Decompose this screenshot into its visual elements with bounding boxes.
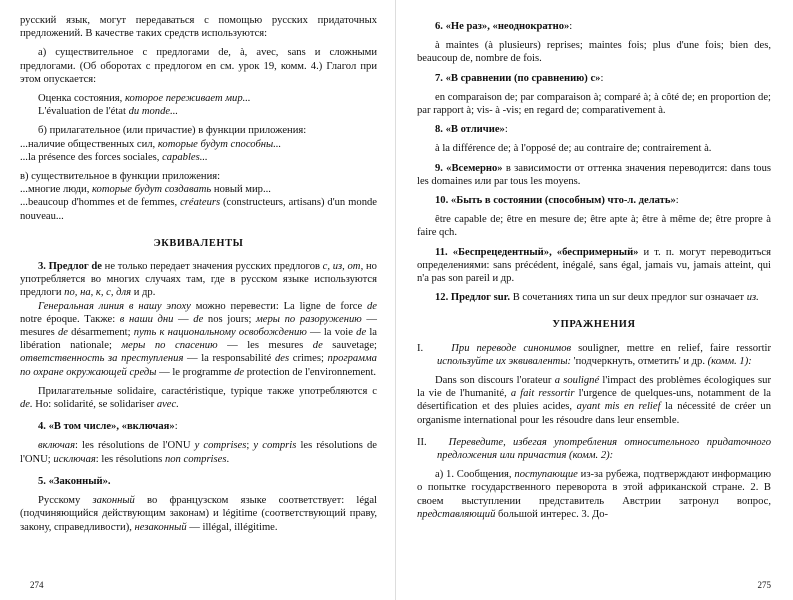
example: ...beaucoup d'hommes et de femmes, créateurs (constructeurs, artisans) d'un monde nouveau... <box>20 197 377 222</box>
subheading: 8. «В отличие»: <box>435 124 508 136</box>
page-number: 275 <box>757 579 771 590</box>
right-page <box>397 0 793 600</box>
paragraph: Русскому законный во французском языке соответствует: légal (подчиняющийся действующим законам) и légitime (соответствующий праву, закону, справедливости), незаконный — illégal, illégitime. <box>20 495 377 533</box>
example: ...многие люди, которые будут создавать новый мир... <box>20 184 271 196</box>
exercise: II. Переведите, избегая употребления относительного придаточного предложения или причастия (комм. 2): <box>417 436 771 462</box>
example: L'évaluation de l'état du monde... <box>38 106 179 118</box>
paragraph: 9. «Всемерно» в зависимости от оттенка значения переводится: dans tous les domaines или par tous les moyens. <box>417 162 772 187</box>
paragraph: русский язык, могут передаваться с помощью русских придаточных предложений. В качестве таких средств используются: <box>20 15 377 40</box>
paragraph: 12. Предлог sur. В сочетаниях типа un sur deux предлог sur означает из. <box>435 292 759 304</box>
exercise: I. При переводе синонимов souligner, mettre en relief, faire ressortir используйте их эквиваленты: 'подчеркнуть, отметить' и др. (комм. 1): <box>417 342 771 367</box>
paragraph: 3. Предлог de не только передает значения русских предлогов с, из, от, но употребляется во многих случаях там, где в русском языке используются предлоги по, на, к, с, для и др. <box>20 261 377 299</box>
section-heading: УПРАЖНЕНИЯ <box>552 319 636 331</box>
paragraph: 11. «Беспрецедентный», «беспримерный» и т. п. могут переводиться определениями: sans précédent, inégalé, sans égal, jamais vu, jamais atteint, qui n'a pas son pareil и др. <box>417 246 771 285</box>
paragraph: Прилагательные solidaire, caractéristique, typique также употребляются с de. Но: solidarité, se solidariser avec. <box>20 385 377 411</box>
paragraph: б) прилагательное (или причастие) в функции приложения: <box>38 125 307 137</box>
subheading: 5. «Законный». <box>38 475 111 487</box>
example: ...наличие общественных сил, которые будут способны... <box>20 138 282 150</box>
subheading: 4. «В том числе», «включая»: <box>38 421 178 433</box>
paragraph: Dans son discours l'orateur a souligné l'impact des problèmes écologiques sur la vie de l'humanité, a fait ressortir l'urgence de quelques-uns, notamment de la désertification et des pluies acides, ayant mis en relief la nécessité de créer un organisme international pour les résoudre dans leur ensemble. <box>417 375 771 426</box>
paragraph: à maintes (à plusieurs) reprises; maintes fois; plus d'une fois; bien des, beaucoup de, nombre de fois. <box>417 40 771 65</box>
paragraph: включая: les résolutions de l'ONU y comprises; y compris les résolutions de l'ONU; исключая: les résolutions non comprises. <box>20 440 377 465</box>
example: ...la présence des forces sociales, capables... <box>20 151 208 163</box>
left-page <box>0 0 396 600</box>
paragraph: être capable de; être en mesure de; être apte à; être à même de; être propre à faire qch. <box>417 214 771 239</box>
subheading: 10. «Быть в состоянии (способным) что-л. делать»: <box>435 195 679 207</box>
page-number: 274 <box>30 579 44 590</box>
example: Оценка состояния, которое переживает мир... <box>38 93 251 105</box>
paragraph: а) 1. Сообщения, поступающие из-за рубежа, подтверждают информацию о попытке государственного переворота в этой африканской стране. 2. В своем выступлении представитель Австрии затронул вопрос, представляющий большой интерес. 3. До- <box>417 469 771 520</box>
paragraph: в) существительное в функции приложения: <box>20 171 221 183</box>
section-heading: ЭКВИВАЛЕНТЫ <box>153 237 244 249</box>
paragraph: en comparaison de; par comparaison à; comparé à; à côté de; en proportion de; par rapport à; vis- à -vis; en regard de; comparativement à. <box>417 91 771 117</box>
subheading: 7. «В сравнении (по сравнению) с»: <box>435 72 604 84</box>
paragraph: à la différence de; à l'opposé de; au contraire de; contrairement à. <box>435 143 712 155</box>
paragraph: а) существительное с предлогами de, à, avec, sans и сложными предлогами. (Об оборотах с предлогом en см. урок 19, комм. 4.) Глагол при этом опускается: <box>20 47 377 85</box>
paragraph: Генеральная линия в нашу эпоху можно перевести: La ligne de force de notre époque. Также: в наши дни — de nos jours; меры по разоружению — mesures de désarmement; путь к национальному освобождению — la voie de la libération nationale; меры по спасению — les mesures de sauvetage; ответственность за преступления — la responsabilité des crimes; программа по охране окружающей среды — le programme de protection de l'environnement. <box>20 300 377 378</box>
subheading: 6. «Не раз», «неоднократно»: <box>435 21 573 32</box>
